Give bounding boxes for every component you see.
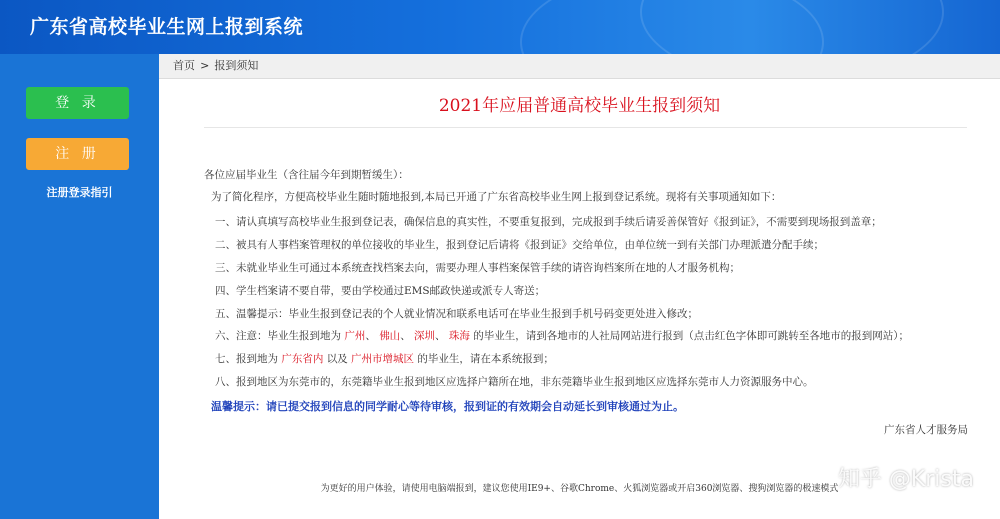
notice-item-3: 三、未就业毕业生可通过本系统查找档案去向，需要办理人事档案保管手续的请咨询档案所在地的人才服务机构；	[215, 262, 740, 274]
link-guangzhou[interactable]: 广州	[344, 330, 366, 342]
notice-item-8: 八、报到地区为东莞市的，东莞籍毕业生报到地区应选择户籍所在地，非东莞籍毕业生报到地区应选择东莞市人力资源服务中心。	[215, 376, 814, 388]
item7-mid: 以及	[326, 353, 348, 365]
link-foshan[interactable]: 佛山	[379, 330, 401, 342]
notice-item-2: 二、被具有人事档案管理权的单位接收的毕业生，报到登记后请将《报到证》交给单位，由单位统一到有关部门办理派遣分配手续；	[215, 239, 824, 251]
item7-suffix: 的毕业生，请在本系统报到；	[417, 353, 554, 365]
item6-suffix: 的毕业生，请到各地市的人社局网站进行报到（点击红色字体即可跳转至各地市的报到网站）；	[473, 330, 909, 342]
notice-item-7	[215, 351, 554, 366]
register-button[interactable]: 注 册	[26, 138, 129, 170]
main-content	[159, 79, 1000, 519]
watermark: 知乎 @Krista	[837, 467, 974, 492]
registration-guide-link[interactable]: 注册登录指引	[46, 186, 113, 199]
notice-item-4: 四、学生档案请不要自带，要由学校通过EMS邮政快递或派专人寄送；	[215, 285, 546, 297]
breadcrumb-home[interactable]: 首页	[173, 59, 195, 72]
item7-highlight-province: 广东省内	[281, 353, 324, 365]
link-zhuhai[interactable]: 珠海	[448, 330, 470, 342]
sidebar	[0, 54, 159, 519]
item7-prefix: 七、报到地为	[215, 353, 278, 365]
title-divider	[204, 127, 967, 128]
warm-tip: 温馨提示：请已提交报到信息的同学耐心等待审核，报到证的有效期会自动延长到审核通过为止。	[211, 400, 684, 413]
signature: 广东省人才服务局	[884, 424, 968, 436]
login-button[interactable]: 登 录	[26, 87, 129, 119]
breadcrumb	[159, 54, 1000, 79]
page-title: 2021年应届普通高校毕业生报到须知	[438, 96, 721, 116]
notice-item-6: 六、注意：毕业生报到地为 广州、 佛山、 深圳、 珠海 的毕业生，请到各地市的人社局网站进行报到（点击红色字体即可跳转至各地市的报到网站）；	[215, 330, 909, 342]
link-shenzhen[interactable]: 深圳	[414, 330, 436, 342]
header-decoration	[640, 0, 944, 54]
breadcrumb-current: 报到须知	[214, 59, 259, 72]
breadcrumb-separator: >	[200, 59, 210, 72]
app-header	[0, 0, 1000, 54]
notice-item-5: 五、温馨提示：毕业生报到登记表的个人就业情况和联系电话可在毕业生报到手机号码变更处进入修改；	[215, 308, 698, 320]
item6-prefix: 六、注意：毕业生报到地为	[215, 330, 341, 342]
browser-recommendation: 为更好的用户体验，请使用电脑端报到，建议您使用IE9+、谷歌Chrome、火狐浏览器或开启360浏览器、搜狗浏览器的极速模式	[320, 484, 839, 494]
item7-highlight-district: 广州市增城区	[351, 353, 415, 365]
app-title: 广东省高校毕业生网上报到系统	[30, 16, 304, 38]
notice-item-1: 一、请认真填写高校毕业生报到登记表，确保信息的真实性，不要重复报到，完成报到手续后请妥善保管好《报到证》，不需要到现场报到盖章；	[215, 216, 882, 228]
greeting-text: 各位应届毕业生（含往届今年到期暂缓生）：	[204, 169, 409, 181]
intro-text: 为了简化程序，方便高校毕业生随时随地报到,本局已开通了广东省高校毕业生网上报到登记系统。现将有关事项通知如下：	[211, 191, 782, 203]
